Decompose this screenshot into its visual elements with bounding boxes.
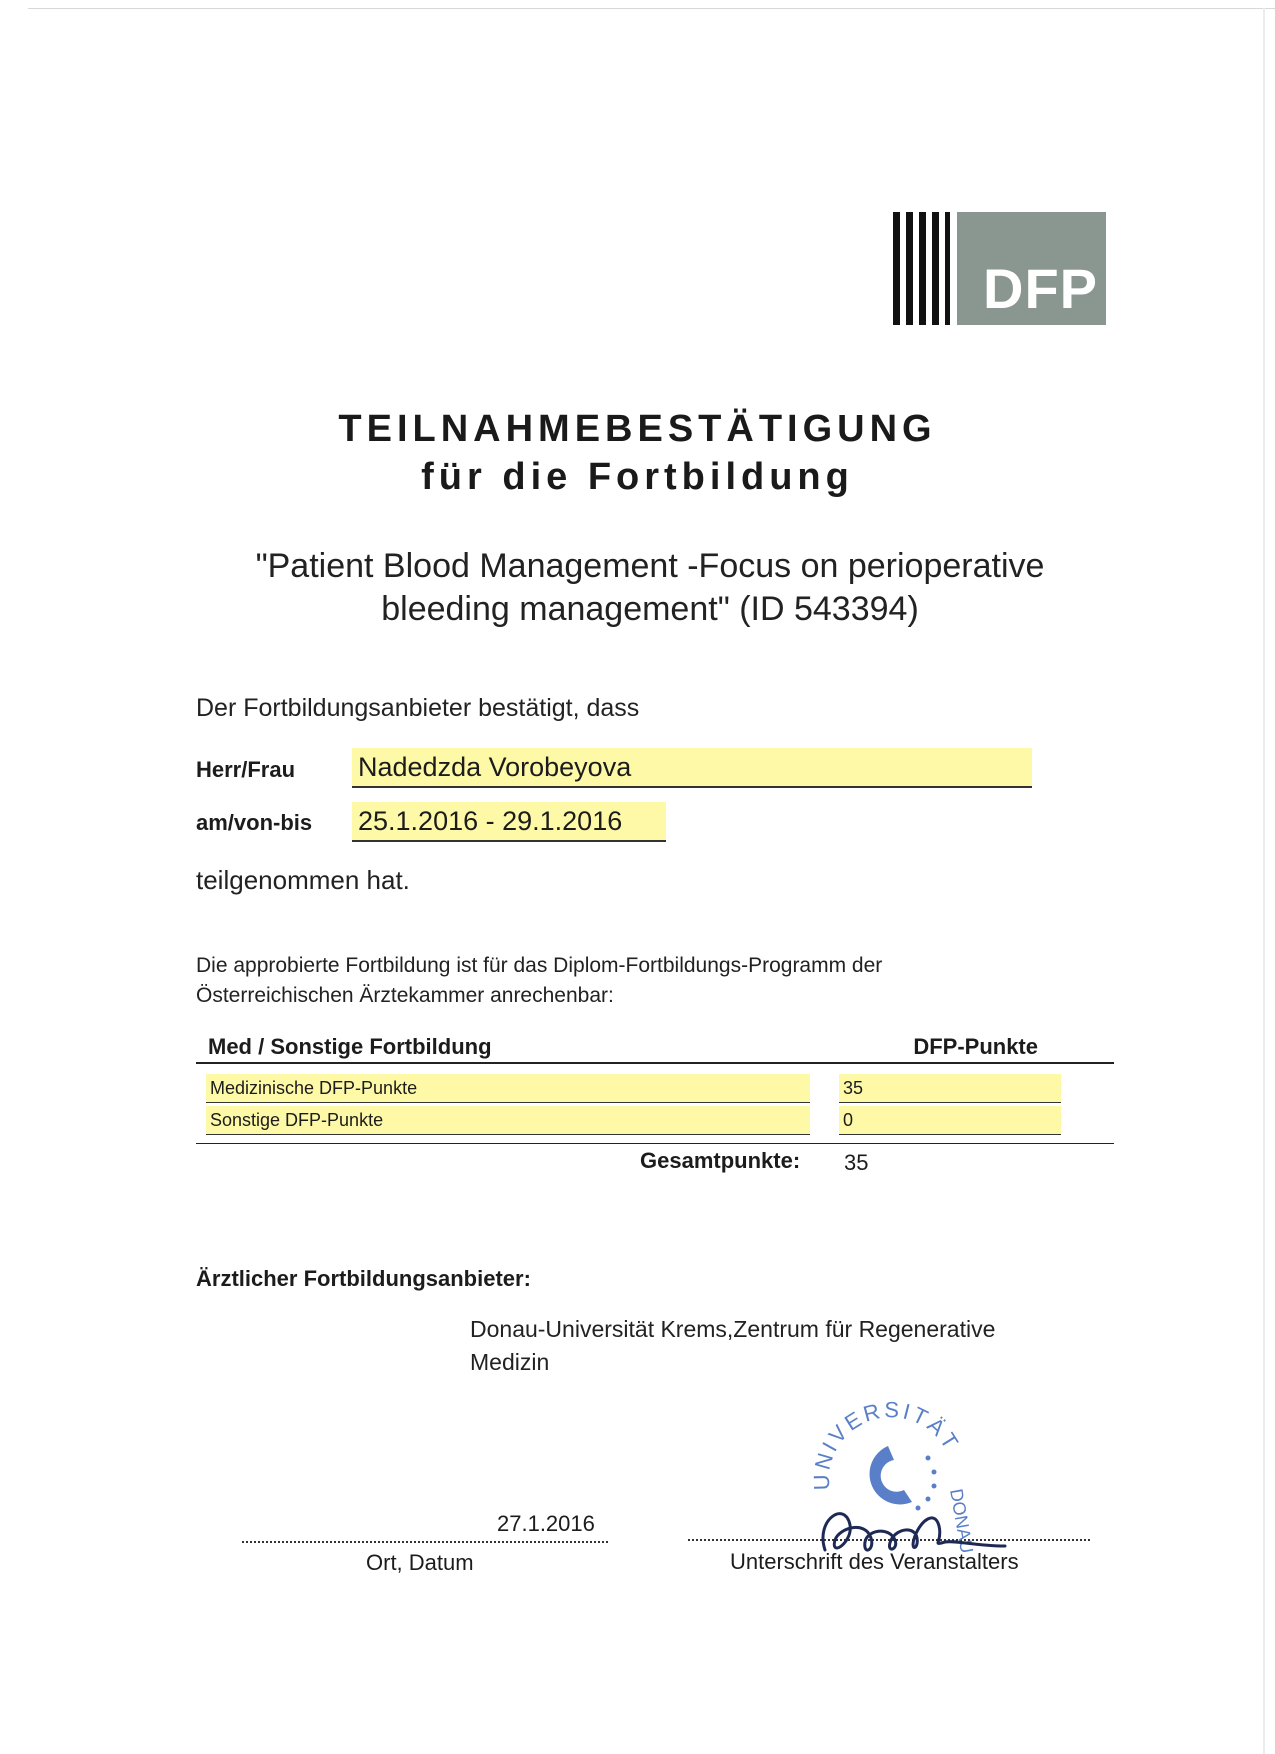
points-table-header	[196, 1034, 1114, 1064]
points-column-header: DFP-Punkte	[913, 1034, 1038, 1059]
confirmation-closing: teilgenommen hat.	[196, 865, 410, 895]
points-row-label: Medizinische DFP-Punkte	[206, 1074, 810, 1103]
course-title-line2: bleeding management" (ID 543394)	[381, 590, 919, 628]
signature-label: Unterschrift des Veranstalters	[730, 1549, 1019, 1574]
logo-text: DFP	[983, 257, 1098, 320]
table-divider	[196, 1143, 1114, 1144]
page-edge-shadow	[1263, 8, 1265, 1754]
points-row-label: Sonstige DFP-Punkte	[206, 1106, 810, 1135]
provider-name	[470, 1313, 1070, 1379]
approval-note-line2: Österreichischen Ärztekammer anrechenbar:	[196, 984, 614, 1007]
logo-stripe	[893, 212, 900, 325]
total-points-value: 35	[844, 1150, 869, 1175]
points-row-value: 0	[839, 1106, 1061, 1135]
logo-stripe	[945, 212, 950, 325]
category-column-header: Med / Sonstige Fortbildung	[208, 1034, 492, 1059]
issue-date: 27.1.2016	[497, 1511, 595, 1536]
document-title: TEILNAHMEBESTÄTIGUNG	[338, 408, 937, 450]
svg-text:UNIVERSITÄT: UNIVERSITÄT	[808, 1396, 965, 1491]
total-points-label: Gesamtpunkte:	[640, 1148, 801, 1173]
date-range-label: am/von-bis	[196, 810, 313, 835]
points-row-value: 35	[839, 1074, 1061, 1103]
participant-name-field: Nadedzda Vorobeyova	[352, 748, 1032, 788]
dfp-logo	[893, 212, 1106, 325]
confirmation-lead: Der Fortbildungsanbieter bestätigt, dass	[196, 694, 640, 722]
logo-stripe	[919, 212, 926, 325]
logo-stripe	[932, 212, 939, 325]
provider-label: Ärztlicher Fortbildungsanbieter:	[196, 1266, 531, 1291]
svg-text:DONAU: DONAU	[946, 1487, 978, 1555]
course-title-line1: "Patient Blood Management -Focus on perioperative	[255, 547, 1045, 585]
handwritten-signature	[805, 1480, 1015, 1570]
provider-name-line2: Medizin	[470, 1349, 550, 1375]
place-date-line	[242, 1541, 608, 1543]
date-range-field: 25.1.2016 - 29.1.2016	[352, 802, 666, 842]
logo-stripe	[906, 212, 913, 325]
document-subtitle: für die Fortbildung	[421, 456, 854, 498]
approval-note-line1: Die approbierte Fortbildung ist für das Diplom-Fortbildungs-Programm der	[196, 954, 883, 977]
course-title	[160, 545, 1140, 631]
page-edge	[28, 8, 1275, 9]
approval-note	[196, 951, 1096, 1011]
logo-box	[957, 212, 1106, 325]
place-date-label: Ort, Datum	[366, 1550, 474, 1575]
name-label: Herr/Frau	[196, 757, 296, 782]
provider-name-line1: Donau-Universität Krems,Zentrum für Regenerative	[470, 1316, 996, 1342]
